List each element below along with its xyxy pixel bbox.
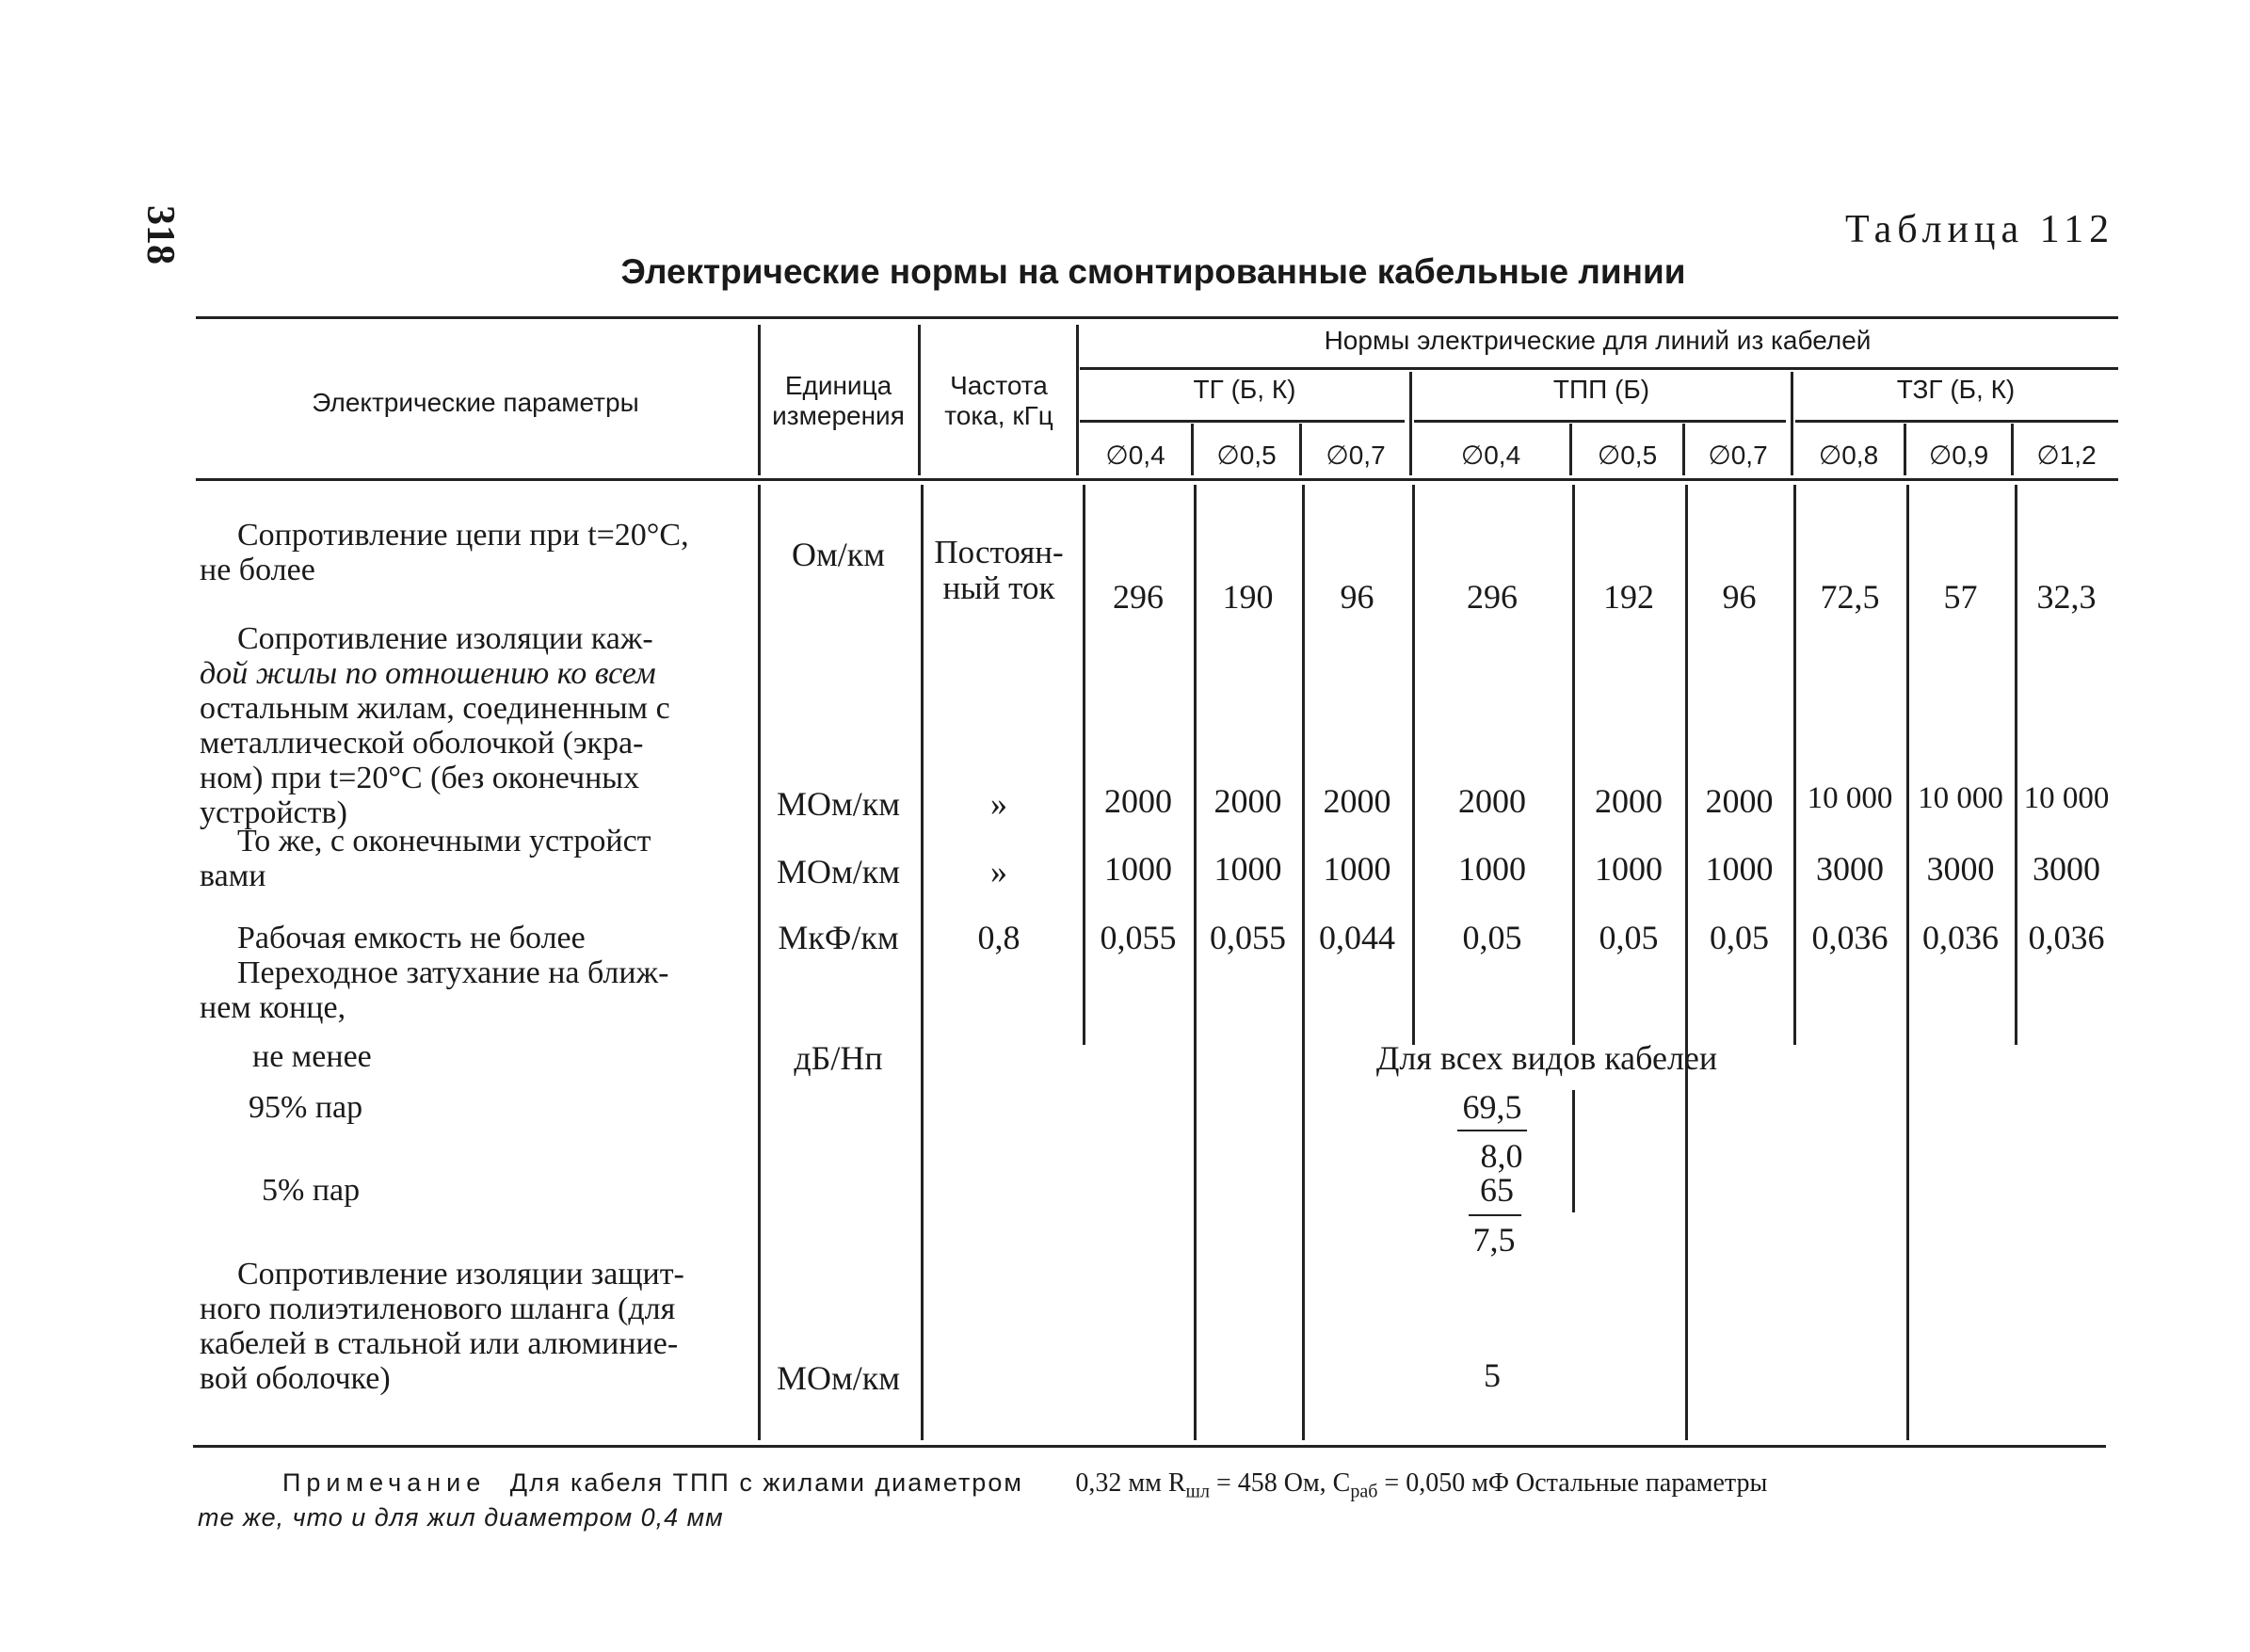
row7-numerator: 69,5	[1462, 1088, 1522, 1126]
row4-val-3: 0,044	[1319, 919, 1395, 956]
page-number: 318	[138, 205, 182, 265]
row7-fraction-bar	[1457, 1130, 1527, 1131]
row2-freq: »	[990, 785, 1007, 823]
row3-val-4: 1000	[1458, 850, 1526, 888]
row2-unit: МОм/км	[776, 785, 901, 823]
header-bottom-rule	[196, 478, 2118, 481]
header-diam-1: ∅0,4	[1105, 441, 1165, 470]
row4-unit: МкФ/км	[778, 919, 899, 956]
row5-param: Переходное затухание на ближ- нем конце,	[200, 955, 669, 1025]
body-vline-c5	[1572, 485, 1575, 1045]
row2-val-7: 10 000	[1807, 781, 1893, 815]
body-vline-c3	[1302, 485, 1305, 1440]
row8-denominator: 7,5	[1472, 1221, 1516, 1259]
row3-param: То же, с оконечными устройст вами	[200, 824, 651, 893]
body-vline-unit	[758, 485, 761, 1440]
row4-param: Рабочая емкость не более	[237, 921, 586, 955]
groups-under-rule-3	[1795, 420, 2118, 423]
row3-unit: МОм/км	[776, 853, 901, 890]
row6-span-text: Для всех видов кабелеи	[1375, 1039, 1718, 1077]
body-vline-c8	[1906, 485, 1909, 1440]
row4-val-7: 0,036	[1811, 919, 1888, 956]
row3-val-5: 1000	[1595, 850, 1663, 888]
row1-val-8: 57	[1943, 578, 1978, 616]
row1-val-2: 190	[1222, 578, 1274, 616]
row2-val-8: 10 000	[1918, 781, 2003, 815]
body-vline-freq	[921, 485, 924, 1440]
note-line-2: те же, что и для жил диаметром 0,4 мм	[198, 1503, 724, 1532]
row4-val-5: 0,05	[1599, 919, 1659, 956]
table-title: Электрические нормы на смонтированные кабельные линии	[620, 252, 1686, 291]
norms-under-rule	[1080, 367, 2118, 370]
row2-val-3: 2000	[1323, 782, 1391, 820]
row8-param: 5% пар	[262, 1173, 361, 1208]
header-diam-6: ∅0,7	[1708, 441, 1768, 470]
header-diam-7: ∅0,8	[1818, 441, 1879, 470]
body-vline-c2	[1194, 485, 1197, 1440]
header-group-tzg: ТЗГ (Б, К)	[1896, 375, 2016, 404]
row3-val-6: 1000	[1705, 850, 1774, 888]
row4-freq: 0,8	[977, 919, 1021, 956]
row9-param: Сопротивление изоляции защит- ного полиэтиленового шланга (для кабелей в стальной или алюминие- вой оболочке)	[200, 1257, 684, 1396]
row7-param: 95% пар	[249, 1090, 363, 1125]
row7-denominator: 8,0	[1480, 1137, 1523, 1175]
row3-val-3: 1000	[1323, 850, 1391, 888]
row4-val-1: 0,055	[1100, 919, 1177, 956]
row9-value: 5	[1484, 1356, 1501, 1394]
table-bottom-rule	[193, 1445, 2106, 1448]
row3-val-8: 3000	[1926, 850, 1995, 888]
row1-val-1: 296	[1113, 578, 1164, 616]
header-diam-4: ∅0,4	[1460, 441, 1521, 470]
header-unit: Единица измерения	[772, 371, 905, 431]
header-diam-2: ∅0,5	[1216, 441, 1277, 470]
row1-unit: Ом/км	[791, 536, 886, 573]
row1-param: Сопротивление цепи при t=20°C, не более	[200, 518, 689, 587]
row3-freq: »	[990, 853, 1007, 890]
row8-numerator: 65	[1480, 1171, 1514, 1209]
note-lead: Примечание	[282, 1468, 487, 1497]
header-diam-5: ∅0,5	[1597, 441, 1658, 470]
header-group-tpp: ТПП (Б)	[1552, 375, 1650, 404]
header-vline-d8	[2011, 424, 2014, 475]
table-label: Таблица 112	[1845, 208, 2115, 251]
row6-param: не менее	[252, 1039, 372, 1074]
row4-val-4: 0,05	[1462, 919, 1522, 956]
row1-val-3: 96	[1340, 578, 1374, 616]
row4-val-8: 0,036	[1922, 919, 1999, 956]
row4-val-6: 0,05	[1710, 919, 1769, 956]
row2-val-1: 2000	[1104, 782, 1172, 820]
row4-val-9: 0,036	[2028, 919, 2105, 956]
header-vline-norms	[1076, 325, 1079, 475]
body-vline-c9	[2015, 485, 2017, 1045]
row8-fraction-bar	[1469, 1214, 1521, 1216]
body-vline-c4	[1412, 485, 1415, 1045]
body-vline-c6	[1685, 485, 1688, 1440]
header-group-tg: ТГ (Б, К)	[1193, 375, 1296, 404]
row9-unit: МОм/км	[776, 1359, 901, 1397]
header-vline-freq	[918, 325, 921, 475]
row3-val-7: 3000	[1816, 850, 1884, 888]
row1-val-5: 192	[1603, 578, 1654, 616]
row3-val-2: 1000	[1213, 850, 1282, 888]
body-vline-c7	[1793, 485, 1796, 1045]
groups-under-rule-1	[1080, 420, 1405, 423]
groups-under-rule-2	[1414, 420, 1786, 423]
body-vline-c1	[1083, 485, 1085, 1045]
header-freq: Частота тока, кГц	[944, 371, 1053, 431]
note-formula: 0,32 мм $R_{шл} = 458$ Ом, $C_{раб} = 0,050$ мФ Остальные параметры	[1075, 1468, 1768, 1502]
header-diam-9: ∅1,2	[2036, 441, 2097, 470]
row2-val-5: 2000	[1595, 782, 1663, 820]
header-diam-8: ∅0,9	[1928, 441, 1989, 470]
header-param: Электрические параметры	[312, 388, 639, 417]
row6-unit: дБ/Нп	[794, 1039, 883, 1077]
row1-val-7: 72,5	[1820, 578, 1880, 616]
row1-val-6: 96	[1722, 578, 1757, 616]
row4-val-2: 0,055	[1210, 919, 1286, 956]
row2-param: Сопротивление изоляции каж- дой жилы по отношению ко всем остальным жилам, соединенным с металлической оболочкой (экра- ном) при t=20°C (без оконечных устройств)	[200, 621, 670, 830]
header-diam-3: ∅0,7	[1326, 441, 1386, 470]
row3-val-9: 3000	[2033, 850, 2100, 888]
row2-val-9: 10 000	[2023, 781, 2110, 815]
row3-val-1: 1000	[1104, 850, 1172, 888]
note-text-1: Для кабеля ТПП с жилами диаметром	[509, 1468, 1023, 1497]
row2-val-6: 2000	[1705, 782, 1774, 820]
row1-val-4: 296	[1467, 578, 1518, 616]
row1-freq: Постоян- ный ток	[934, 534, 1064, 606]
header-norms: Нормы электрические для линий из кабелей	[1324, 326, 1872, 355]
row2-val-4: 2000	[1458, 782, 1526, 820]
row1-val-9: 32,3	[2036, 578, 2097, 616]
table-top-rule	[196, 316, 2118, 319]
row2-val-2: 2000	[1213, 782, 1282, 820]
